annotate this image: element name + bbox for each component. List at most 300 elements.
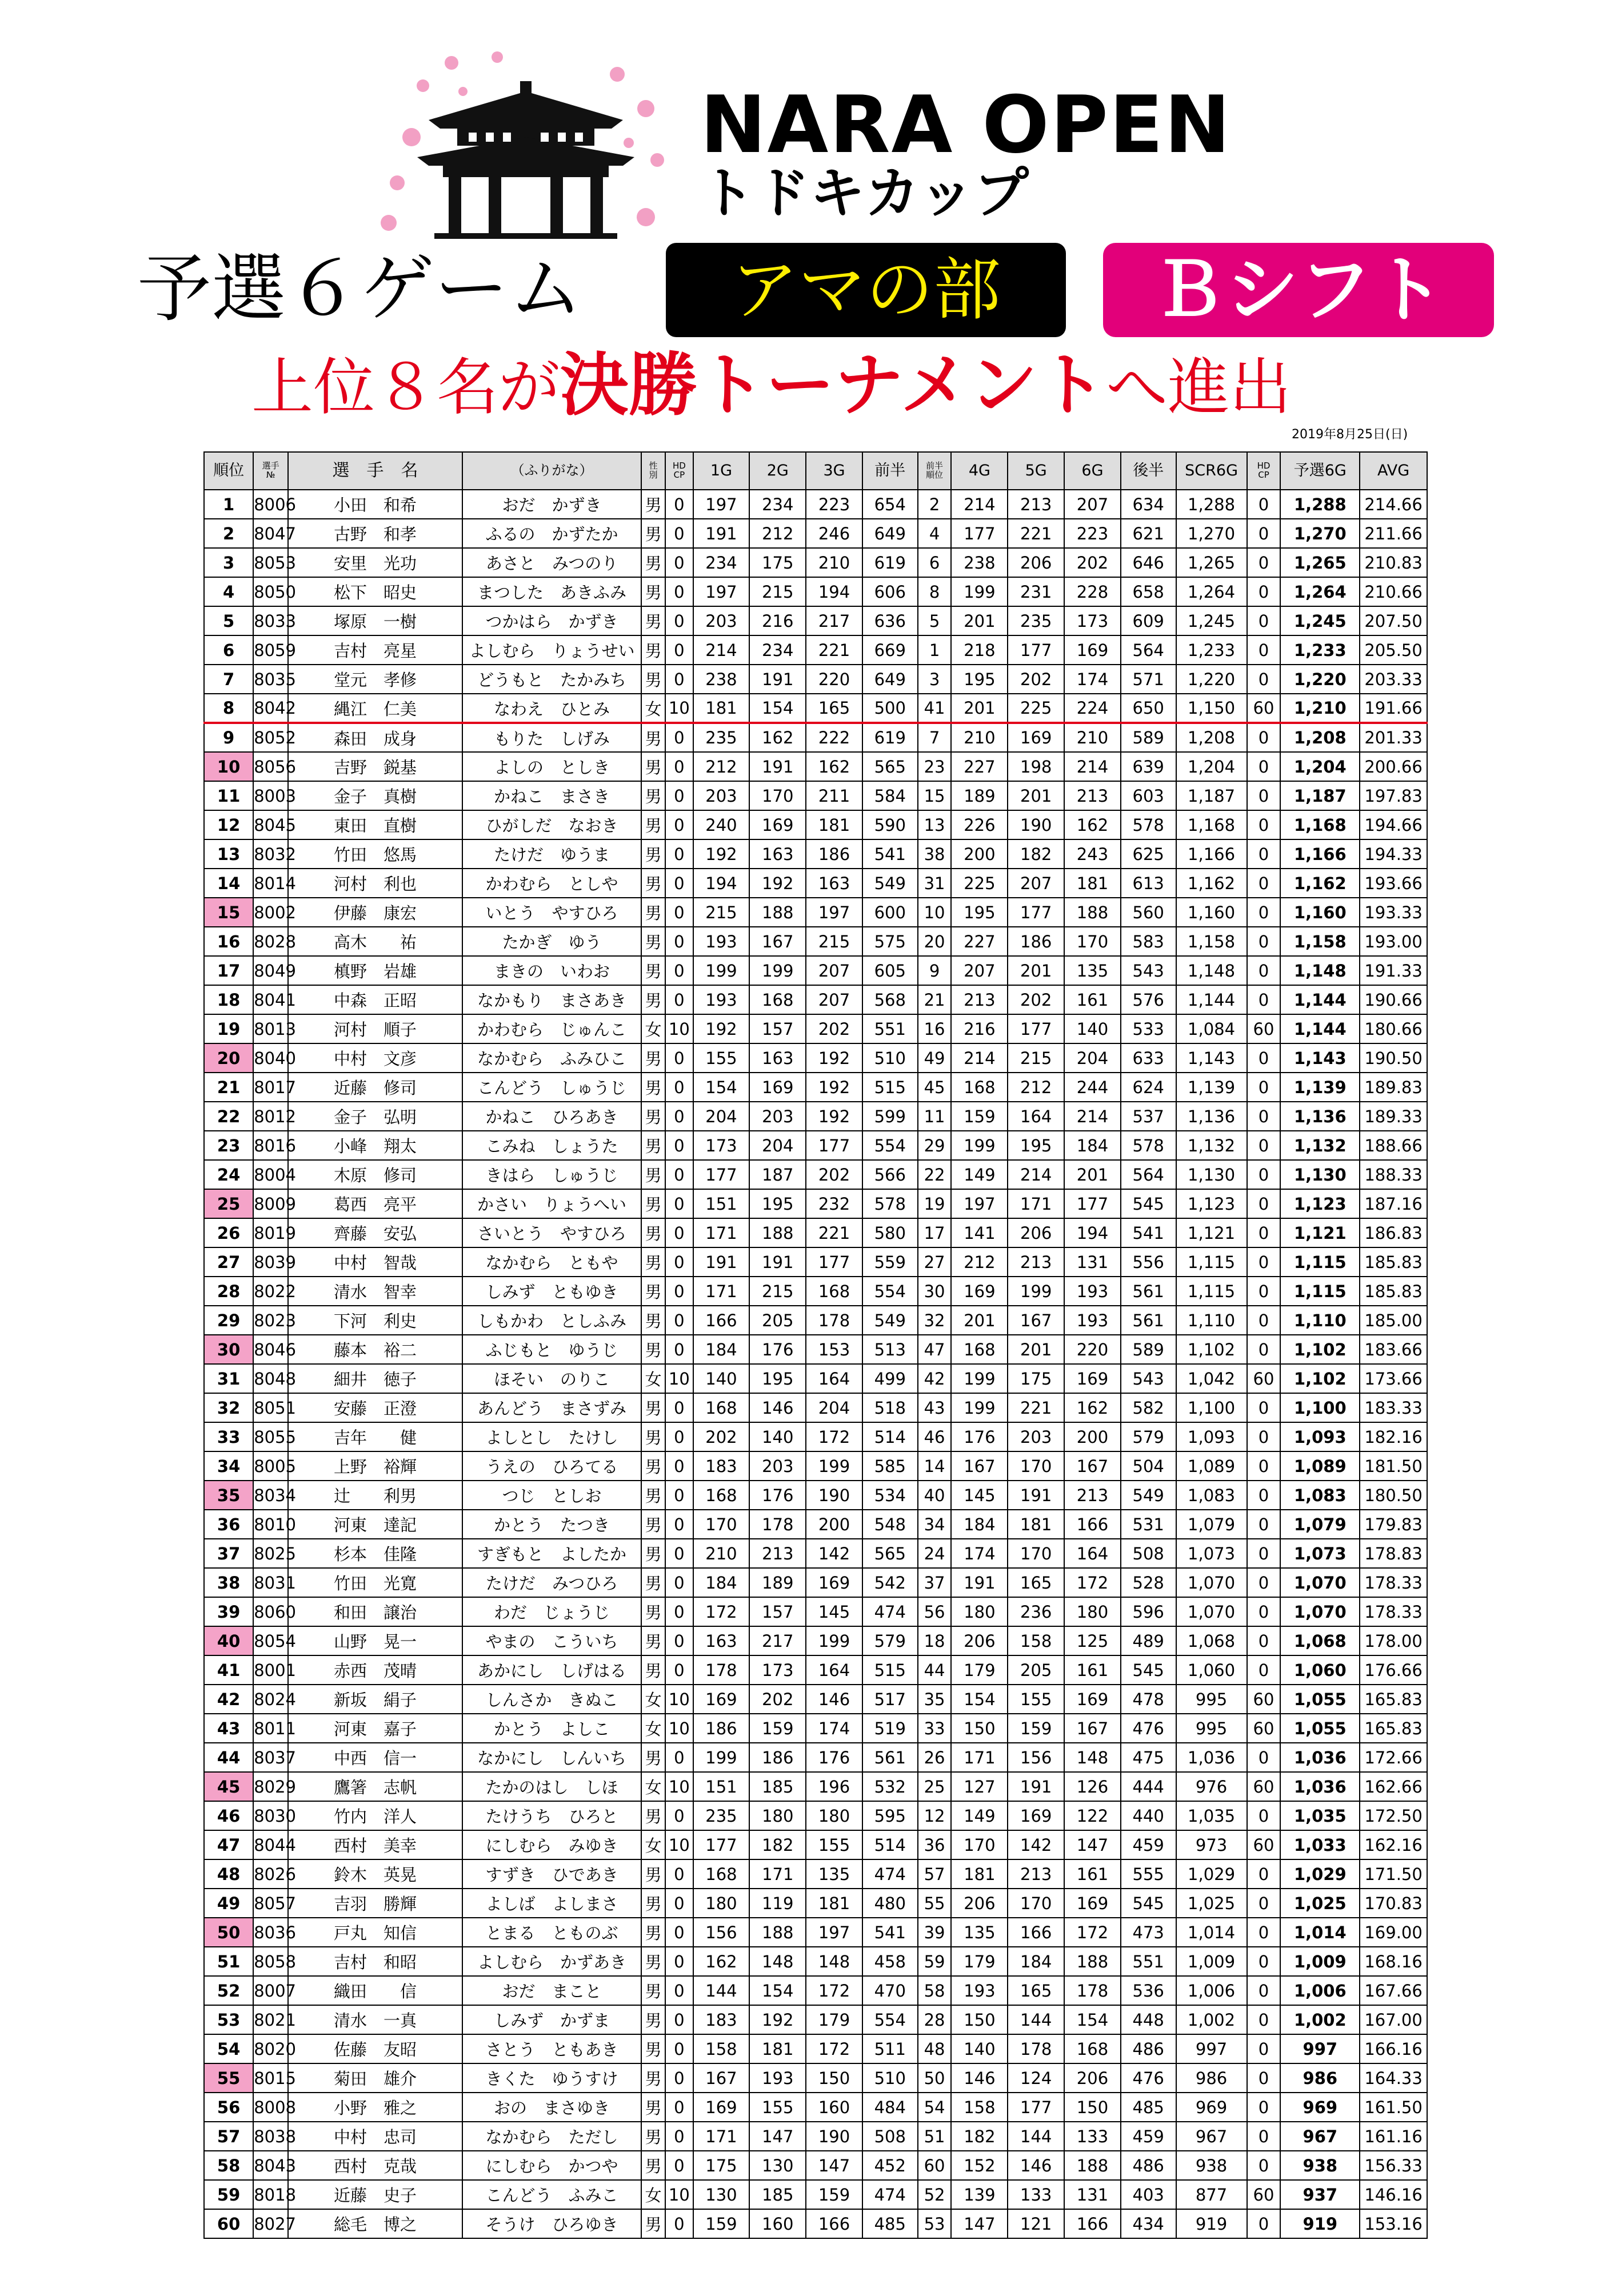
scr6g-cell: 1,079 [1176,1510,1247,1539]
qual6g-cell: 1,014 [1280,1918,1360,1947]
avg-cell: 207.50 [1360,606,1427,635]
first-half-cell: 499 [862,1364,918,1393]
table-row [204,1597,1427,1626]
table-row [204,869,1427,898]
avg-cell: 176.66 [1360,1655,1427,1685]
g3-cell: 176 [806,1743,862,1772]
scr6g-cell: 1,060 [1176,1655,1247,1685]
g4-cell: 179 [951,1655,1008,1685]
qual6g-cell: 1,162 [1280,869,1360,898]
g5-cell: 206 [1008,548,1064,577]
avg-cell: 193.33 [1360,898,1427,927]
furigana-cell: なかむら ふみひこ [462,1043,641,1073]
avg-cell: 171.50 [1360,1859,1427,1889]
furigana-cell: しみず ともゆき [462,1277,641,1306]
headline-part-1: 上位８名が [251,352,561,423]
avg-cell: 190.66 [1360,985,1427,1014]
hdcp-cell: 0 [665,723,693,752]
qual6g-cell: 1,264 [1280,577,1360,606]
g3-cell: 178 [806,1306,862,1335]
g3-cell: 172 [806,1422,862,1451]
table-row [204,1539,1427,1568]
first-half-rank-cell: 33 [918,1714,952,1743]
g4-cell: 159 [951,1102,1008,1131]
qual6g-cell: 1,083 [1280,1481,1360,1510]
g4-cell: 169 [951,1277,1008,1306]
second-half-cell: 475 [1121,1743,1176,1772]
g5-cell: 169 [1008,723,1064,752]
furigana-cell: おだ まこと [462,1976,641,2005]
scr6g-cell: 997 [1176,2034,1247,2063]
g5-cell: 221 [1008,519,1064,548]
header-sex: 性 別 [641,452,665,490]
first-half-rank-cell: 12 [918,1801,952,1830]
rank-cell: 46 [204,1801,253,1830]
avg-cell: 189.83 [1360,1073,1427,1102]
g3-cell: 181 [806,1889,862,1918]
player-no-cell: 8019 [253,1218,288,1247]
qual6g-cell: 938 [1280,2151,1360,2180]
g6-cell: 161 [1064,985,1121,1014]
header-g1: 1G [693,452,750,490]
second-half-cell: 545 [1121,1655,1176,1685]
scr6g-cell: 1,014 [1176,1918,1247,1947]
furigana-cell: こんどう しゅうじ [462,1073,641,1102]
table-row [204,1102,1427,1131]
player-no-cell: 8007 [253,1976,288,2005]
g4-cell: 139 [951,2180,1008,2209]
hdcp-total-cell: 0 [1247,1801,1281,1830]
g3-cell: 215 [806,927,862,956]
g4-cell: 238 [951,548,1008,577]
table-row [204,519,1427,548]
g2-cell: 168 [749,985,806,1014]
g6-cell: 223 [1064,519,1121,548]
second-half-cell: 561 [1121,1277,1176,1306]
hdcp-total-cell: 0 [1247,577,1281,606]
avg-cell: 210.83 [1360,548,1427,577]
qual6g-cell: 1,033 [1280,1830,1360,1859]
g2-cell: 216 [749,606,806,635]
first-half-cell: 554 [862,1131,918,1160]
second-half-cell: 459 [1121,2122,1176,2151]
g5-cell: 170 [1008,1889,1064,1918]
first-half-cell: 585 [862,1451,918,1481]
g3-cell: 246 [806,519,862,548]
g4-cell: 195 [951,665,1008,694]
furigana-cell: どうもと たかみち [462,665,641,694]
first-half-rank-cell: 28 [918,2005,952,2034]
qual6g-cell: 1,070 [1280,1568,1360,1597]
hdcp-total-cell: 0 [1247,1539,1281,1568]
scr6g-cell: 1,160 [1176,898,1247,927]
furigana-cell: なかむら ともや [462,1247,641,1277]
g3-cell: 204 [806,1393,862,1422]
avg-cell: 168.16 [1360,1947,1427,1976]
g3-cell: 166 [806,2209,862,2238]
furigana-cell: よしむら りょうせい [462,635,641,665]
scr6g-cell: 1,204 [1176,752,1247,781]
g4-cell: 177 [951,519,1008,548]
second-half-cell: 448 [1121,2005,1176,2034]
name-cell: 河東 達記 [288,1510,462,1539]
g5-cell: 201 [1008,1335,1064,1364]
g6-cell: 147 [1064,1830,1121,1859]
rank-cell: 56 [204,2093,253,2122]
g6-cell: 188 [1064,898,1121,927]
second-half-cell: 633 [1121,1043,1176,1073]
player-no-cell: 8039 [253,1247,288,1277]
name-cell: 中村 忠司 [288,2122,462,2151]
hdcp-cell: 10 [665,2180,693,2209]
g3-cell: 172 [806,2034,862,2063]
g2-cell: 203 [749,1102,806,1131]
hdcp-total-cell: 60 [1247,2180,1281,2209]
g4-cell: 150 [951,2005,1008,2034]
g5-cell: 146 [1008,2151,1064,2180]
hdcp-cell: 0 [665,985,693,1014]
rank-cell: 8 [204,694,253,723]
avg-cell: 193.00 [1360,927,1427,956]
g3-cell: 168 [806,1277,862,1306]
g2-cell: 217 [749,1626,806,1655]
scr6g-cell: 1,143 [1176,1043,1247,1073]
player-no-cell: 8032 [253,839,288,869]
first-half-cell: 532 [862,1772,918,1801]
avg-cell: 178.33 [1360,1597,1427,1626]
hdcp-cell: 0 [665,1976,693,2005]
hdcp-total-cell: 0 [1247,810,1281,839]
qual6g-cell: 1,006 [1280,1976,1360,2005]
sex-cell: 男 [641,2034,665,2063]
furigana-cell: たかぎ ゆう [462,927,641,956]
table-row [204,694,1427,723]
table-row [204,1131,1427,1160]
g6-cell: 224 [1064,694,1121,723]
g2-cell: 180 [749,1801,806,1830]
sex-cell: 男 [641,2063,665,2093]
sex-cell: 女 [641,1364,665,1393]
g4-cell: 176 [951,1422,1008,1451]
sex-cell: 男 [641,839,665,869]
table-row [204,1247,1427,1277]
player-no-cell: 8012 [253,1102,288,1131]
furigana-cell: かわむら としや [462,869,641,898]
g1-cell: 170 [693,1510,750,1539]
g1-cell: 130 [693,2180,750,2209]
g4-cell: 216 [951,1014,1008,1043]
g4-cell: 147 [951,2209,1008,2238]
g2-cell: 130 [749,2151,806,2180]
first-half-cell: 474 [862,1597,918,1626]
g2-cell: 204 [749,1131,806,1160]
hdcp-cell: 0 [665,1247,693,1277]
g1-cell: 193 [693,985,750,1014]
name-cell: 清水 智幸 [288,1277,462,1306]
g3-cell: 180 [806,1801,862,1830]
g2-cell: 192 [749,869,806,898]
second-half-cell: 579 [1121,1422,1176,1451]
hdcp-total-cell: 0 [1247,869,1281,898]
hdcp-total-cell: 0 [1247,606,1281,635]
hdcp-cell: 10 [665,1014,693,1043]
g3-cell: 163 [806,869,862,898]
hdcp-cell: 0 [665,2209,693,2238]
g2-cell: 169 [749,810,806,839]
second-half-cell: 476 [1121,2063,1176,2093]
furigana-cell: しんさか きぬこ [462,1685,641,1714]
g5-cell: 181 [1008,1510,1064,1539]
rank-cell: 14 [204,869,253,898]
hdcp-total-cell: 0 [1247,548,1281,577]
g5-cell: 144 [1008,2122,1064,2151]
sex-cell: 男 [641,1393,665,1422]
player-no-cell: 8020 [253,2034,288,2063]
g6-cell: 193 [1064,1306,1121,1335]
g4-cell: 227 [951,927,1008,956]
qual6g-cell: 1,136 [1280,1102,1360,1131]
g1-cell: 202 [693,1422,750,1451]
first-half-cell: 554 [862,2005,918,2034]
first-half-cell: 649 [862,665,918,694]
g5-cell: 155 [1008,1685,1064,1714]
second-half-cell: 625 [1121,839,1176,869]
g6-cell: 210 [1064,723,1121,752]
g5-cell: 159 [1008,1714,1064,1743]
header-g2: 2G [749,452,806,490]
first-half-rank-cell: 8 [918,577,952,606]
avg-cell: 162.16 [1360,1830,1427,1859]
player-no-cell: 8047 [253,519,288,548]
first-half-cell: 514 [862,1422,918,1451]
hdcp-total-cell: 0 [1247,1597,1281,1626]
player-no-cell: 8041 [253,985,288,1014]
g3-cell: 160 [806,2093,862,2122]
first-half-cell: 584 [862,781,918,810]
player-no-cell: 8052 [253,723,288,752]
table-row [204,577,1427,606]
furigana-cell: にしむら かつや [462,2151,641,2180]
qual6g-cell: 1,143 [1280,1043,1360,1073]
furigana-cell: よしとし たけし [462,1422,641,1451]
hdcp-total-cell: 0 [1247,839,1281,869]
g6-cell: 161 [1064,1655,1121,1685]
name-cell: 中森 正昭 [288,985,462,1014]
first-half-cell: 566 [862,1160,918,1189]
g3-cell: 186 [806,839,862,869]
table-row [204,1451,1427,1481]
hdcp-cell: 0 [665,839,693,869]
g4-cell: 201 [951,606,1008,635]
player-no-cell: 8005 [253,1451,288,1481]
first-half-cell: 579 [862,1626,918,1655]
first-half-cell: 565 [862,752,918,781]
name-cell: 鈴木 英晃 [288,1859,462,1889]
avg-cell: 178.83 [1360,1539,1427,1568]
hdcp-cell: 0 [665,1218,693,1247]
table-row [204,1626,1427,1655]
name-cell: 安藤 正澄 [288,1393,462,1422]
furigana-cell: よしの としき [462,752,641,781]
scr6g-cell: 938 [1176,2151,1247,2180]
furigana-cell: ほそい のりこ [462,1364,641,1393]
scr6g-cell: 1,148 [1176,956,1247,985]
header-qual6g: 予選6G [1280,452,1360,490]
hdcp-total-cell: 0 [1247,1393,1281,1422]
g5-cell: 215 [1008,1043,1064,1073]
qual6g-cell: 1,073 [1280,1539,1360,1568]
g3-cell: 222 [806,723,862,752]
g3-cell: 207 [806,985,862,1014]
first-half-rank-cell: 3 [918,665,952,694]
g4-cell: 206 [951,1626,1008,1655]
g1-cell: 151 [693,1772,750,1801]
header-scr6g: SCR6G [1176,452,1247,490]
furigana-cell: まきの いわお [462,956,641,985]
scr6g-cell: 1,168 [1176,810,1247,839]
sex-cell: 男 [641,752,665,781]
second-half-cell: 564 [1121,1160,1176,1189]
g6-cell: 166 [1064,2209,1121,2238]
hdcp-cell: 0 [665,577,693,606]
g1-cell: 184 [693,1568,750,1597]
g6-cell: 125 [1064,1626,1121,1655]
g2-cell: 199 [749,956,806,985]
furigana-cell: たけだ みつひろ [462,1568,641,1597]
g2-cell: 192 [749,2005,806,2034]
qual6g-cell: 1,115 [1280,1277,1360,1306]
sex-cell: 男 [641,869,665,898]
g4-cell: 210 [951,723,1008,752]
second-half-cell: 486 [1121,2034,1176,2063]
qual6g-cell: 1,123 [1280,1189,1360,1218]
first-half-cell: 480 [862,1889,918,1918]
g1-cell: 183 [693,1451,750,1481]
sex-cell: 男 [641,723,665,752]
g1-cell: 175 [693,2151,750,2180]
first-half-rank-cell: 27 [918,1247,952,1277]
g5-cell: 231 [1008,577,1064,606]
avg-cell: 188.33 [1360,1160,1427,1189]
g6-cell: 148 [1064,1743,1121,1772]
furigana-cell: いとう やすひろ [462,898,641,927]
table-row [204,2063,1427,2093]
first-half-rank-cell: 26 [918,1743,952,1772]
player-no-cell: 8055 [253,1422,288,1451]
g6-cell: 174 [1064,665,1121,694]
g5-cell: 184 [1008,1947,1064,1976]
scr6g-cell: 967 [1176,2122,1247,2151]
scr6g-cell: 995 [1176,1685,1247,1714]
sex-cell: 男 [641,1102,665,1131]
second-half-cell: 459 [1121,1830,1176,1859]
g2-cell: 175 [749,548,806,577]
hdcp-total-cell: 0 [1247,1947,1281,1976]
player-no-cell: 8042 [253,694,288,723]
hdcp-total-cell: 0 [1247,1102,1281,1131]
hdcp-total-cell: 0 [1247,1655,1281,1685]
first-half-rank-cell: 20 [918,927,952,956]
avg-cell: 197.83 [1360,781,1427,810]
avg-cell: 186.83 [1360,1218,1427,1247]
g5-cell: 201 [1008,781,1064,810]
rank-cell: 48 [204,1859,253,1889]
g1-cell: 171 [693,1277,750,1306]
g2-cell: 191 [749,1247,806,1277]
avg-cell: 165.83 [1360,1685,1427,1714]
qual6g-cell: 1,036 [1280,1772,1360,1801]
second-half-cell: 533 [1121,1014,1176,1043]
g6-cell: 213 [1064,1481,1121,1510]
g1-cell: 173 [693,1131,750,1160]
g4-cell: 184 [951,1510,1008,1539]
g6-cell: 244 [1064,1073,1121,1102]
g2-cell: 187 [749,1160,806,1189]
qual6g-cell: 967 [1280,2122,1360,2151]
sex-cell: 男 [641,1539,665,1568]
table-row [204,1947,1427,1976]
furigana-cell: かねこ ひろあき [462,1102,641,1131]
header-hdcp: HD CP [665,452,693,490]
g1-cell: 163 [693,1626,750,1655]
g1-cell: 193 [693,927,750,956]
g6-cell: 202 [1064,548,1121,577]
hdcp-cell: 0 [665,1918,693,1947]
hdcp-cell: 0 [665,1451,693,1481]
g4-cell: 141 [951,1218,1008,1247]
table-row [204,1918,1427,1947]
g2-cell: 154 [749,1976,806,2005]
first-half-rank-cell: 43 [918,1393,952,1422]
table-row [204,2209,1427,2238]
furigana-cell: こんどう ふみこ [462,2180,641,2209]
avg-cell: 211.66 [1360,519,1427,548]
table-row [204,1830,1427,1859]
g5-cell: 133 [1008,2180,1064,2209]
hdcp-cell: 0 [665,1801,693,1830]
sex-cell: 男 [641,1160,665,1189]
first-half-rank-cell: 21 [918,985,952,1014]
rank-cell: 18 [204,985,253,1014]
hdcp-total-cell: 0 [1247,1976,1281,2005]
hdcp-cell: 0 [665,2005,693,2034]
first-half-cell: 590 [862,810,918,839]
rank-cell: 6 [204,635,253,665]
scr6g-cell: 1,070 [1176,1597,1247,1626]
g6-cell: 131 [1064,2180,1121,2209]
furigana-cell: うえの ひろてる [462,1451,641,1481]
sex-cell: 男 [641,956,665,985]
hdcp-total-cell: 0 [1247,1743,1281,1772]
qual6g-cell: 1,068 [1280,1626,1360,1655]
shift-badge: Ｂシフト [1103,243,1494,337]
avg-cell: 179.83 [1360,1510,1427,1539]
hdcp-total-cell: 0 [1247,519,1281,548]
hdcp-cell: 0 [665,1102,693,1131]
furigana-cell: なかもり まさあき [462,985,641,1014]
rank-cell: 26 [204,1218,253,1247]
avg-cell: 214.66 [1360,490,1427,519]
g1-cell: 203 [693,781,750,810]
g5-cell: 212 [1008,1073,1064,1102]
second-half-cell: 613 [1121,869,1176,898]
first-half-cell: 542 [862,1568,918,1597]
name-cell: 森田 成身 [288,723,462,752]
g4-cell: 199 [951,577,1008,606]
scr6g-cell: 1,139 [1176,1073,1247,1102]
g5-cell: 178 [1008,2034,1064,2063]
g6-cell: 177 [1064,1189,1121,1218]
